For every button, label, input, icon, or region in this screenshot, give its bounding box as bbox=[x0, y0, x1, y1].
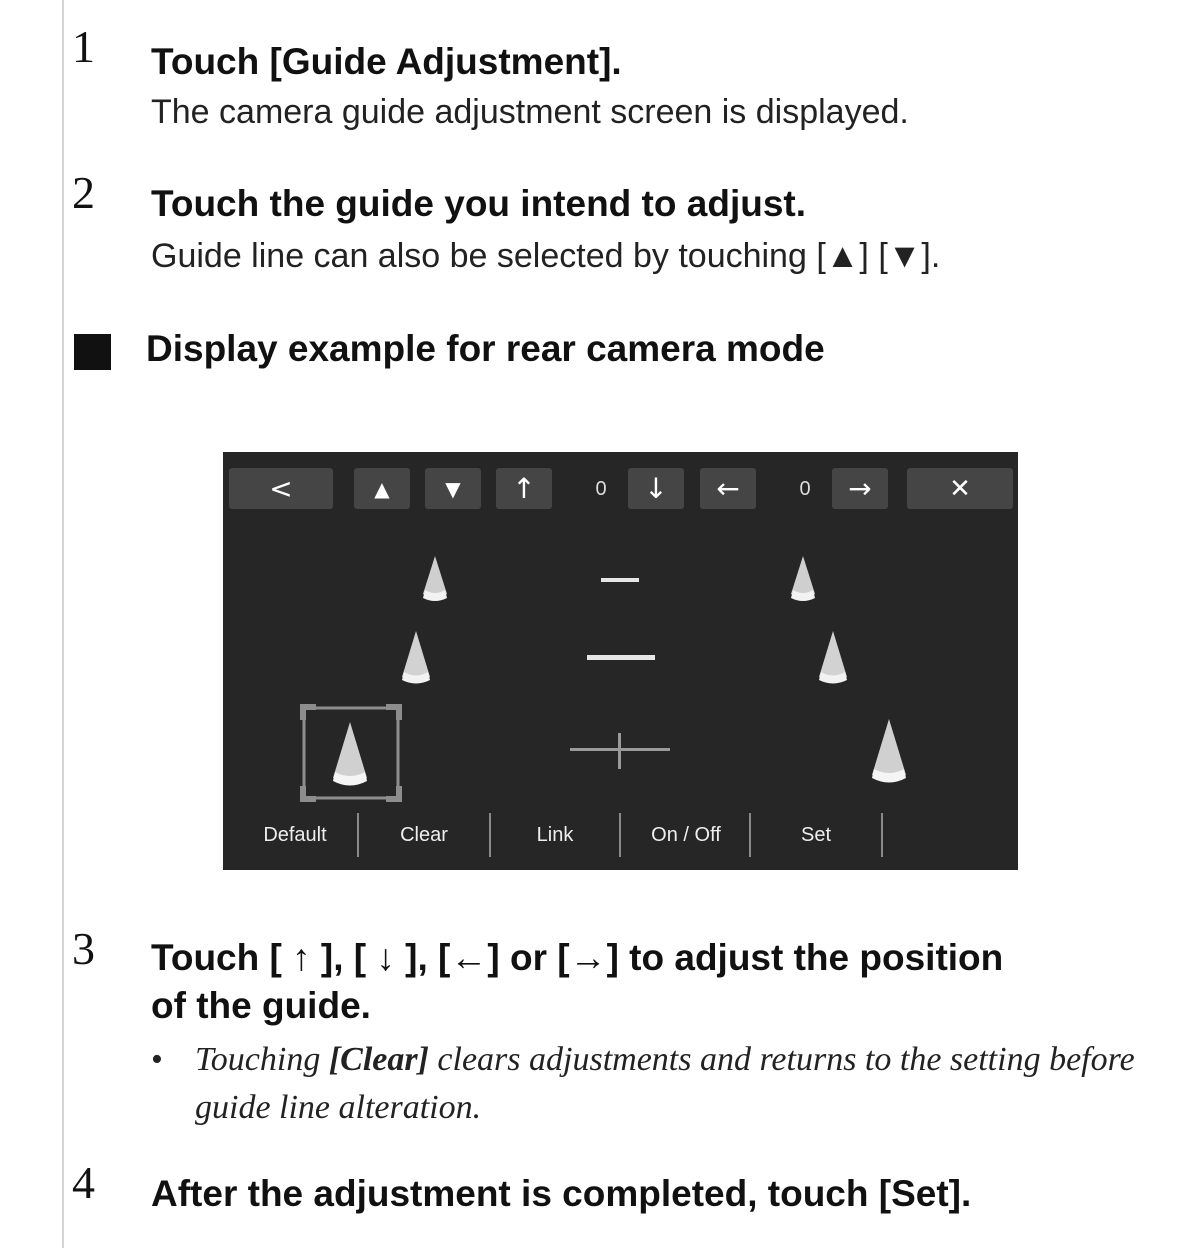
step-1-description: The camera guide adjustment screen is displayed. bbox=[151, 93, 909, 131]
link-button[interactable]: Link bbox=[536, 823, 574, 846]
selection-frame bbox=[298, 702, 404, 804]
clear-button[interactable]: Clear bbox=[400, 823, 448, 846]
guide-marker-right-far[interactable] bbox=[789, 554, 817, 606]
guide-marker-left-mid[interactable] bbox=[399, 629, 433, 689]
default-button[interactable]: Default bbox=[263, 823, 327, 846]
back-button[interactable]: < bbox=[229, 468, 333, 509]
guide-marker-right-near[interactable] bbox=[869, 717, 909, 789]
guide-marker-right-mid[interactable] bbox=[816, 629, 850, 689]
move-up-button[interactable]: ↑ bbox=[496, 468, 552, 509]
select-down-button[interactable]: ▼ bbox=[425, 468, 481, 509]
on-off-button[interactable]: On / Off bbox=[651, 823, 721, 846]
step-4-title: After the adjustment is completed, touch [Set]. bbox=[151, 1173, 972, 1214]
step-2-description: Guide line can also be selected by touching [▲] [▼]. bbox=[151, 237, 941, 275]
step-2-title: Touch the guide you intend to adjust. bbox=[151, 183, 806, 224]
section-bullet-square bbox=[74, 334, 111, 370]
page-margin-rule bbox=[62, 0, 64, 1248]
move-right-button[interactable]: → bbox=[832, 468, 888, 509]
step-4-number: 4 bbox=[72, 1157, 95, 1208]
move-down-button[interactable]: ↓ bbox=[628, 468, 684, 509]
step-3-title-line-1: Touch [ ↑ ], [ ↓ ], [←] or [→] to adjust the position bbox=[151, 937, 1004, 978]
step-3-title-line-2: of the guide. bbox=[151, 985, 371, 1026]
section-heading: Display example for rear camera mode bbox=[146, 328, 825, 369]
horizontal-offset-value: 0 bbox=[799, 477, 811, 500]
note-bullet: • bbox=[151, 1041, 163, 1078]
separator bbox=[881, 813, 883, 857]
center-guide-far[interactable] bbox=[601, 578, 639, 582]
separator bbox=[749, 813, 751, 857]
vertical-offset-value: 0 bbox=[595, 477, 607, 500]
center-guide-near-tick bbox=[618, 733, 621, 769]
camera-guide-screen bbox=[223, 452, 1018, 870]
select-up-button[interactable]: ▲ bbox=[354, 468, 410, 509]
note-text: Touching [Clear] clears adjustments and returns to the setting before guide line alteration. bbox=[195, 1041, 1135, 1126]
step-1-number: 1 bbox=[72, 21, 95, 72]
separator bbox=[489, 813, 491, 857]
close-button[interactable]: ✕ bbox=[907, 468, 1013, 509]
step-3-number: 3 bbox=[72, 923, 95, 974]
set-button[interactable]: Set bbox=[800, 823, 832, 846]
move-left-button[interactable]: ← bbox=[700, 468, 756, 509]
separator bbox=[357, 813, 359, 857]
separator bbox=[619, 813, 621, 857]
step-2-number: 2 bbox=[72, 167, 95, 218]
guide-marker-left-far[interactable] bbox=[421, 554, 449, 606]
center-guide-mid[interactable] bbox=[587, 655, 655, 660]
step-1-title: Touch [Guide Adjustment]. bbox=[151, 41, 622, 82]
